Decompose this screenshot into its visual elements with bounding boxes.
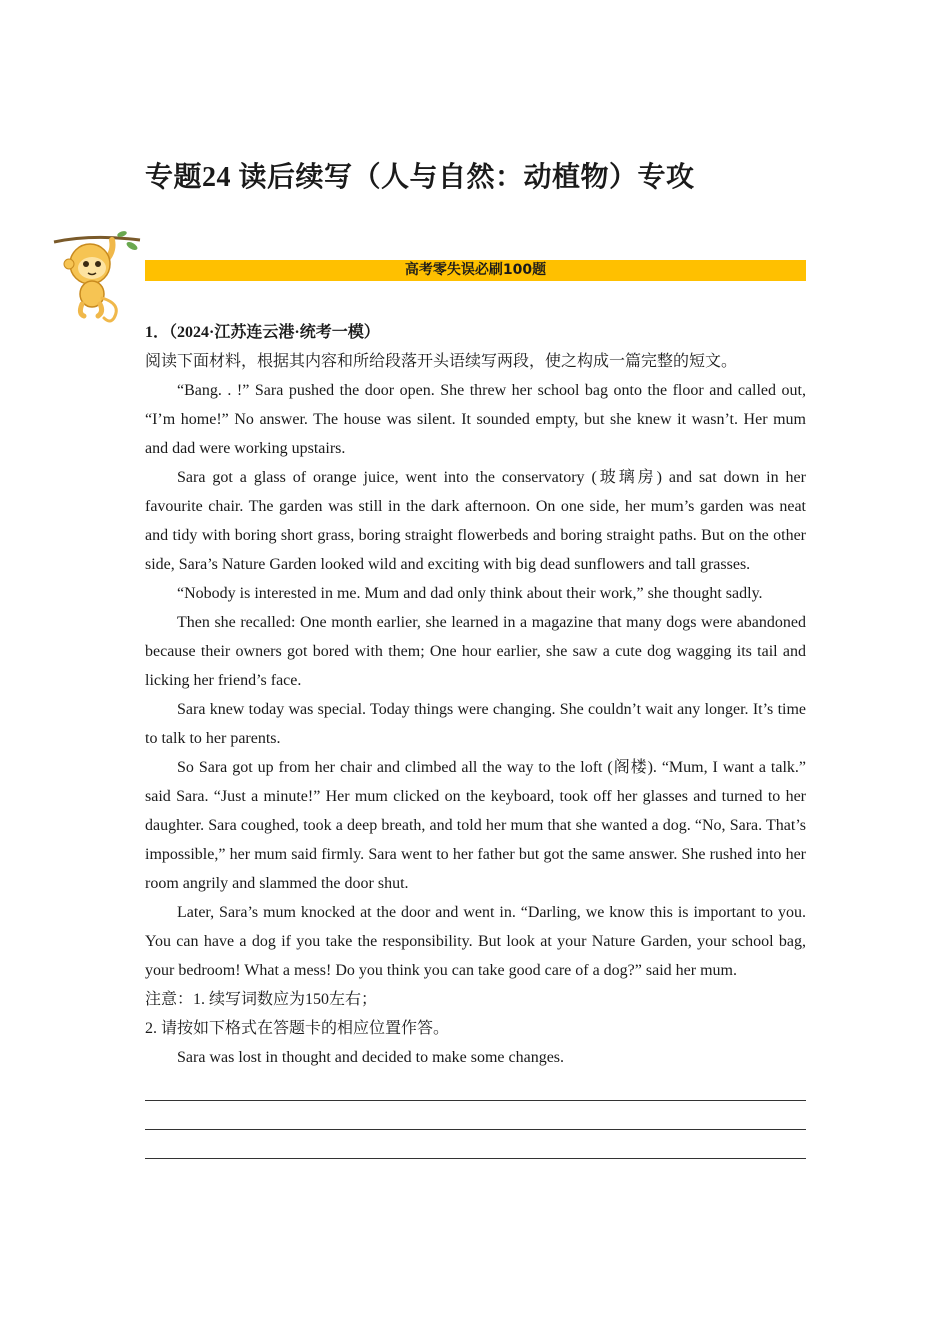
passage-paragraph: Sara knew today was special. Today things were changing. She couldn’t wait any longer. It’s time to talk to her parents. [145,701,806,747]
passage-paragraph: Then she recalled: One month earlier, she learned in a magazine that many dogs were abandoned because their owners got bored with them; One hour earlier, she saw a cute dog wagging its tail and licking her friend’s face. [145,614,806,689]
monkey-mascot-icon [52,228,144,324]
answer-line[interactable] [145,1072,806,1101]
passage-paragraph: “Nobody is interested in me. Mum and dad only think about their work,” she thought sadly. [177,585,763,602]
passage-paragraph: “Bang. . !” Sara pushed the door open. She threw her school bag onto the floor and called out, “I’m home!” No answer. The house was silent. It sounded empty, but she knew it wasn’t. Her mum and dad were working upstairs. [145,382,806,457]
question-content [145,318,806,1159]
passage-paragraph: Sara got a glass of orange juice, went into the conservatory (玻璃房) and sat down in her favourite chair. The garden was still in the dark afternoon. On one side, her mum’s garden was neat and tidy with boring short grass, boring straight flowerbeds and boring straight paths. But on the other side, Sara’s Nature Garden looked wild and exciting with big dead sunflowers and tall grasses. [145,469,806,573]
question-instruction: 阅读下面材料，根据其内容和所给段落开头语续写两段，使之构成一篇完整的短文。 [145,353,738,370]
question-header [145,318,806,347]
note-format: 2. 请按如下格式在答题卡的相应位置作答。 [145,1020,450,1037]
page-title: 专题24 读后续写（人与自然：动植物）专攻 [145,162,695,193]
question-source: （2024·江苏连云港·统考一模） [169,324,380,341]
answer-line[interactable] [145,1101,806,1130]
continuation-start: Sara was lost in thought and decided to make some changes. [177,1049,565,1066]
passage-paragraph: So Sara got up from her chair and climbed all the way to the loft (阁楼). “Mum, I want a talk.” said Sara. “Just a minute!” Her mum clicked on the keyboard, took off her glasses and turned to her daughter. Sara coughed, took a deep breath, and told her mum that she wanted a dog. “No, Sara. That’s impossible,” her mum said firmly. Sara went to her father but got the same answer. She rushed into her room angrily and slammed the door shut. [145,759,806,892]
passage-paragraph: Later, Sara’s mum knocked at the door and went in. “Darling, we know this is important to you. You can have a dog if you take the responsibility. But look at your Nature Garden, your school bag, your bedroom! What a mess! Do you think you can take good care of a dog?” said her mum. [145,904,806,979]
answer-line[interactable] [145,1130,806,1159]
section-banner: 高考零失误必刷100题 [145,260,806,281]
question-number: 1． [145,324,170,341]
note-word-count: 注意：1. 续写词数应为150左右； [145,991,378,1008]
